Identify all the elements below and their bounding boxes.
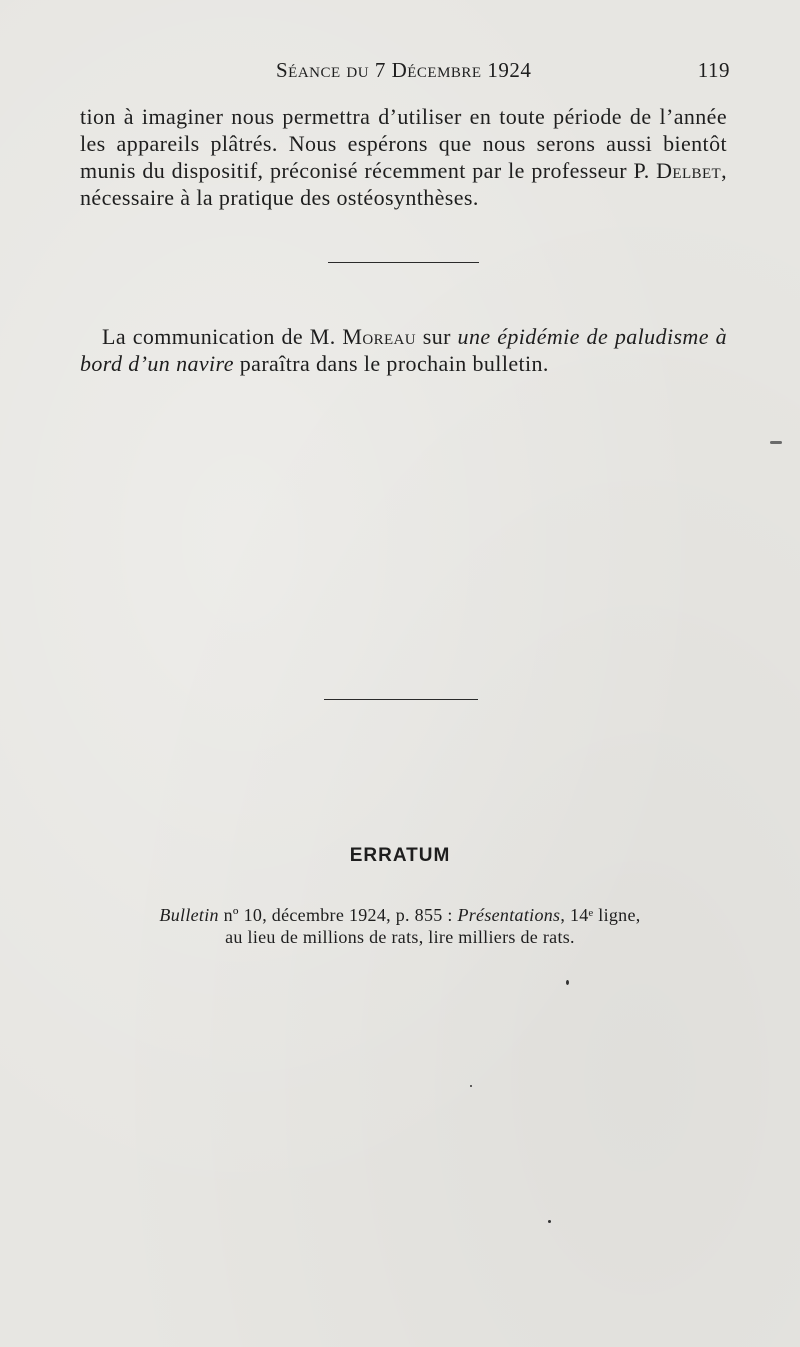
paragraph-plaster-devices	[80, 103, 727, 211]
erratum-bulletin-label: Bulletin	[159, 905, 219, 925]
erratum-section-label: Présentations	[457, 905, 561, 925]
running-head-title: Séance du 7 Décembre 1924	[276, 58, 532, 82]
erratum-note	[110, 904, 690, 948]
ink-speck	[548, 1220, 551, 1223]
paragraph-communication-notice	[80, 323, 727, 377]
section-divider-2	[324, 699, 478, 700]
ink-speck	[470, 1085, 472, 1087]
author-name-delbet: Delbet	[656, 158, 722, 183]
paragraph-1-text-start: tion à imaginer nous permettra d’utiliser en toute période de l’année les appareils plâtrés. Nous espérons que nous serons aussi bientôt munis du dispositif, préconisé récemment par le professeur P.	[80, 104, 727, 183]
erratum-reference: nº 10, décembre 1924, p. 855 :	[218, 905, 458, 925]
running-head	[80, 58, 730, 88]
ink-speck	[566, 980, 569, 985]
section-divider-1	[328, 262, 479, 263]
page-number: 119	[697, 58, 730, 82]
paragraph-2-text-mid: sur	[416, 324, 458, 349]
communication-title: une épidémie de paludisme à bord d’un navire	[80, 324, 727, 376]
erratum-line-1	[110, 904, 690, 926]
author-name-moreau: Moreau	[342, 324, 417, 349]
paragraph-1-text-end: , nécessaire à la pratique des ostéosynthèses.	[80, 158, 727, 210]
ink-speck	[770, 441, 782, 444]
paragraph-2-text-start: La communication de M.	[102, 324, 343, 349]
paragraph-2-text-end: paraîtra dans le prochain bulletin.	[233, 351, 549, 376]
erratum-heading: ERRATUM	[349, 845, 451, 866]
erratum-line-2: au lieu de millions de rats, lire milliers de rats.	[225, 927, 575, 947]
erratum-line-ref: , 14ᵉ ligne,	[560, 905, 641, 925]
